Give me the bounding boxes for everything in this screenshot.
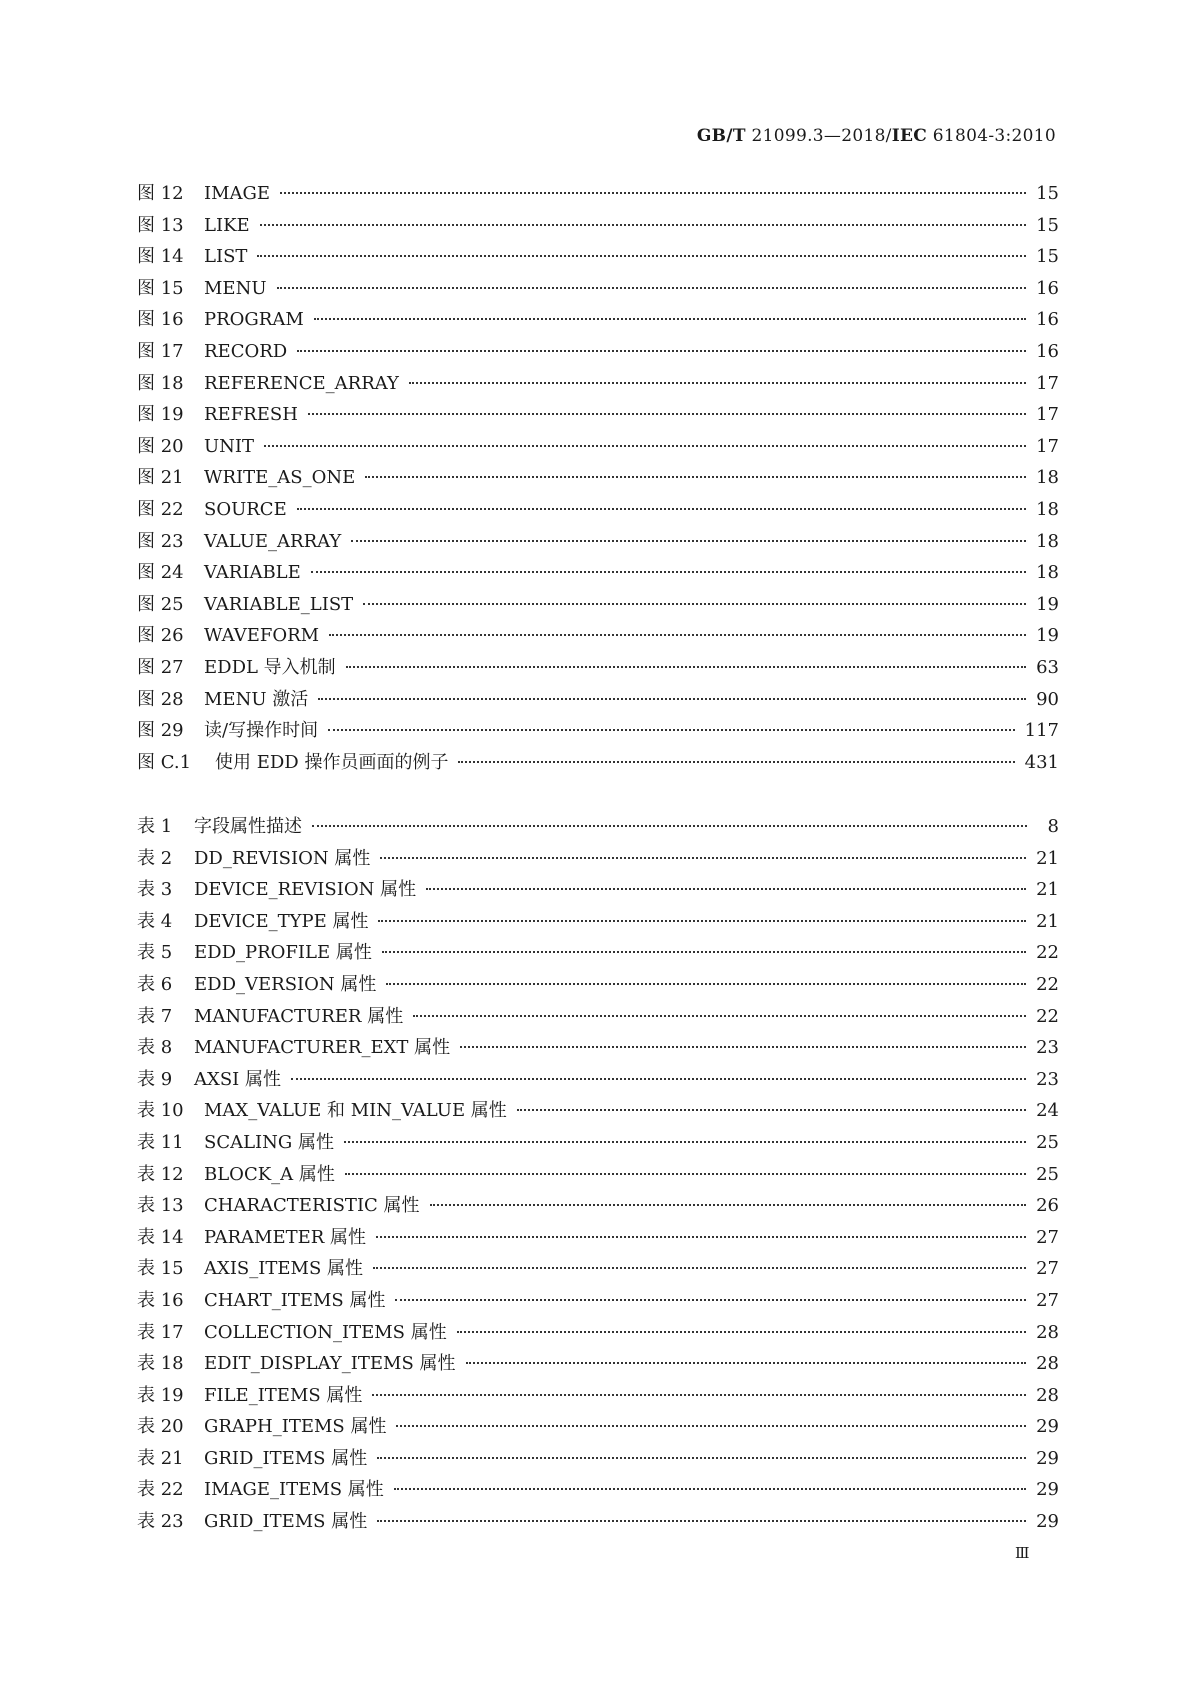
table-page-number: 22 (1036, 973, 1059, 995)
figure-label: 图 22 (137, 498, 184, 520)
figure-entry[interactable] (137, 242, 1059, 274)
dot-leader (346, 666, 1026, 668)
figure-label: 图 16 (137, 309, 184, 331)
figure-entry[interactable] (137, 337, 1059, 369)
table-entry[interactable] (137, 1318, 1059, 1350)
table-entry[interactable] (137, 1128, 1059, 1160)
table-title: SCALING 属性 (204, 1131, 335, 1153)
table-title: MAX_VALUE 和 MIN_VALUE 属性 (204, 1100, 507, 1122)
figure-entry[interactable] (137, 558, 1059, 590)
table-page-number: 26 (1036, 1195, 1059, 1217)
table-entry[interactable] (137, 1412, 1059, 1444)
table-entry[interactable] (137, 1507, 1059, 1539)
figure-label: 图 14 (137, 246, 184, 268)
table-label: 表 10 (137, 1100, 184, 1122)
figure-page-number: 19 (1036, 625, 1059, 647)
table-page-number: 27 (1036, 1258, 1059, 1280)
table-title: DEVICE_REVISION 属性 (194, 879, 417, 901)
table-page-number: 27 (1036, 1226, 1059, 1248)
figure-label: 图 13 (137, 214, 184, 236)
table-title: GRAPH_ITEMS 属性 (204, 1416, 387, 1438)
table-entry[interactable] (137, 1033, 1059, 1065)
figure-title: EDDL 导入机制 (204, 656, 336, 678)
table-entry[interactable] (137, 938, 1059, 970)
dot-leader (351, 540, 1026, 542)
figure-page-number: 18 (1036, 467, 1059, 489)
dot-leader (257, 255, 1026, 257)
figure-title: UNIT (204, 435, 255, 457)
standard-prefix: GB/T (696, 126, 746, 146)
figure-title: LIKE (204, 214, 250, 236)
document-header (697, 126, 1056, 146)
dot-leader (377, 1457, 1026, 1459)
table-label: 表 12 (137, 1163, 184, 1185)
figure-entry[interactable] (137, 432, 1059, 464)
table-page-number: 25 (1036, 1131, 1059, 1153)
figure-page-number: 16 (1036, 340, 1059, 362)
table-label: 表 6 (137, 973, 173, 995)
figure-page-number: 117 (1024, 720, 1059, 742)
table-page-number: 22 (1036, 942, 1059, 964)
table-title: CHART_ITEMS 属性 (204, 1289, 386, 1311)
dot-leader (328, 729, 1015, 731)
table-page-number: 21 (1036, 910, 1059, 932)
table-title: AXIS_ITEMS 属性 (204, 1258, 363, 1280)
figure-entry[interactable] (137, 590, 1059, 622)
table-label: 表 15 (137, 1258, 184, 1280)
table-title: MANUFACTURER_EXT 属性 (194, 1037, 451, 1059)
dot-leader (345, 1173, 1026, 1175)
figure-label: 图 17 (137, 340, 184, 362)
dot-leader (396, 1425, 1026, 1427)
table-label: 表 5 (137, 942, 173, 964)
dot-leader (377, 1520, 1026, 1522)
figure-entry[interactable] (137, 211, 1059, 243)
table-title: DD_REVISION 属性 (194, 847, 371, 869)
figure-entry[interactable] (137, 748, 1059, 780)
table-page-number: 22 (1036, 1005, 1059, 1027)
table-title: EDIT_DISPLAY_ITEMS 属性 (204, 1353, 456, 1375)
figures-toc (137, 179, 1059, 779)
iec-prefix: IEC (891, 126, 928, 146)
table-label: 表 2 (137, 847, 173, 869)
table-entry[interactable] (137, 1475, 1059, 1507)
dot-leader (308, 413, 1026, 415)
dot-leader (264, 445, 1026, 447)
dot-leader (378, 920, 1026, 922)
figure-title: SOURCE (204, 498, 287, 520)
dot-leader (395, 1299, 1026, 1301)
table-page-number: 29 (1036, 1479, 1059, 1501)
table-page-number: 25 (1036, 1163, 1059, 1185)
dot-leader (426, 888, 1026, 890)
dot-leader (363, 603, 1026, 605)
dot-leader (430, 1204, 1027, 1206)
table-title: GRID_ITEMS 属性 (204, 1447, 368, 1469)
table-label: 表 14 (137, 1226, 184, 1248)
table-label: 表 7 (137, 1005, 173, 1027)
dot-leader (314, 318, 1026, 320)
dot-leader (260, 224, 1026, 226)
dot-leader (376, 1236, 1026, 1238)
table-title: EDD_VERSION 属性 (194, 973, 377, 995)
table-label: 表 4 (137, 910, 173, 932)
figure-label: 图 24 (137, 562, 184, 584)
table-entry[interactable] (137, 812, 1059, 844)
figure-entry[interactable] (137, 369, 1059, 401)
dot-leader (458, 761, 1014, 763)
table-entry[interactable] (137, 875, 1059, 907)
figure-page-number: 431 (1024, 751, 1059, 773)
figure-title: MENU (204, 277, 267, 299)
figure-page-number: 18 (1036, 562, 1059, 584)
table-label: 表 1 (137, 816, 173, 837)
table-label: 表 3 (137, 879, 173, 901)
figure-title: REFERENCE_ARRAY (204, 372, 399, 394)
figure-page-number: 15 (1036, 246, 1059, 268)
figure-label: 图 19 (137, 404, 184, 426)
figure-page-number: 90 (1036, 688, 1059, 710)
figure-page-number: 18 (1036, 498, 1059, 520)
figure-page-number: 16 (1036, 277, 1059, 299)
dot-leader (318, 698, 1026, 700)
table-page-number: 29 (1036, 1447, 1059, 1469)
dot-leader (373, 1267, 1026, 1269)
dot-leader (457, 1331, 1026, 1333)
table-label: 表 18 (137, 1353, 184, 1375)
figure-label: 图 27 (137, 656, 184, 678)
table-entry[interactable] (137, 1065, 1059, 1097)
figure-page-number: 15 (1036, 183, 1059, 204)
dot-leader (386, 983, 1026, 985)
figure-page-number: 63 (1036, 656, 1059, 678)
table-entry[interactable] (137, 1002, 1059, 1034)
figure-entry[interactable] (137, 179, 1059, 211)
figure-title: VARIABLE (204, 562, 301, 584)
figure-label: 图 18 (137, 372, 184, 394)
table-entry[interactable] (137, 1286, 1059, 1318)
table-entry[interactable] (137, 1160, 1059, 1192)
figure-title: LIST (204, 246, 248, 268)
dot-leader (460, 1046, 1026, 1048)
page-number: Ⅲ (1015, 1544, 1030, 1562)
dot-leader (365, 476, 1026, 478)
table-title: BLOCK_A 属性 (204, 1163, 335, 1185)
dot-leader (277, 287, 1027, 289)
figure-page-number: 17 (1036, 404, 1059, 426)
table-entry[interactable] (137, 907, 1059, 939)
figure-label: 图 28 (137, 688, 184, 710)
figure-label: 图 C.1 (137, 751, 192, 773)
dot-leader (280, 192, 1026, 194)
figure-entry[interactable] (137, 400, 1059, 432)
table-page-number: 21 (1036, 879, 1059, 901)
table-entry[interactable] (137, 1349, 1059, 1381)
table-entry[interactable] (137, 1381, 1059, 1413)
figure-title: VALUE_ARRAY (204, 530, 342, 552)
table-label: 表 16 (137, 1289, 184, 1311)
figure-title: WAVEFORM (204, 625, 320, 647)
figure-entry[interactable] (137, 653, 1059, 685)
figure-entry[interactable] (137, 495, 1059, 527)
figure-entry[interactable] (137, 716, 1059, 748)
table-label: 表 11 (137, 1131, 184, 1153)
table-page-number: 8 (1047, 816, 1059, 837)
table-page-number: 27 (1036, 1289, 1059, 1311)
dot-leader (517, 1109, 1026, 1111)
figure-page-number: 19 (1036, 593, 1059, 615)
dot-leader (344, 1141, 1026, 1143)
figure-page-number: 17 (1036, 372, 1059, 394)
table-label: 表 21 (137, 1447, 184, 1469)
table-title: COLLECTION_ITEMS 属性 (204, 1321, 447, 1343)
figure-entry[interactable] (137, 305, 1059, 337)
table-page-number: 24 (1036, 1100, 1059, 1122)
figure-label: 图 29 (137, 720, 184, 742)
table-title: PARAMETER 属性 (204, 1226, 366, 1248)
dot-leader (409, 382, 1026, 384)
figure-title: RECORD (204, 340, 288, 362)
figure-label: 图 25 (137, 593, 184, 615)
table-entry[interactable] (137, 1191, 1059, 1223)
table-label: 表 20 (137, 1416, 184, 1438)
figure-entry[interactable] (137, 274, 1059, 306)
figure-page-number: 17 (1036, 435, 1059, 457)
dot-leader (311, 571, 1026, 573)
figure-title: MENU 激活 (204, 688, 309, 710)
figure-title: PROGRAM (204, 309, 304, 331)
figure-page-number: 16 (1036, 309, 1059, 331)
table-entry[interactable] (137, 844, 1059, 876)
table-page-number: 21 (1036, 847, 1059, 869)
table-entry[interactable] (137, 1254, 1059, 1286)
figure-page-number: 18 (1036, 530, 1059, 552)
table-title: 字段属性描述 (194, 816, 302, 837)
table-entry[interactable] (137, 1444, 1059, 1476)
table-title: DEVICE_TYPE 属性 (194, 910, 369, 932)
table-entry[interactable] (137, 1096, 1059, 1128)
table-entry[interactable] (137, 1223, 1059, 1255)
dot-leader (329, 634, 1026, 636)
dot-leader (372, 1394, 1026, 1396)
table-page-number: 23 (1036, 1068, 1059, 1090)
table-page-number: 29 (1036, 1416, 1059, 1438)
table-label: 表 22 (137, 1479, 184, 1501)
table-label: 表 13 (137, 1195, 184, 1217)
table-entry[interactable] (137, 970, 1059, 1002)
dot-leader (380, 857, 1026, 859)
figure-title: IMAGE (204, 183, 271, 204)
table-label: 表 9 (137, 1068, 173, 1090)
figure-entry[interactable] (137, 621, 1059, 653)
table-title: IMAGE_ITEMS 属性 (204, 1479, 384, 1501)
dot-leader (382, 951, 1026, 953)
figure-label: 图 15 (137, 277, 184, 299)
table-title: CHARACTERISTIC 属性 (204, 1195, 420, 1217)
table-label: 表 19 (137, 1384, 184, 1406)
dot-leader (312, 825, 1027, 827)
iec-number: 61804-3:2010 (927, 126, 1056, 146)
table-page-number: 29 (1036, 1511, 1059, 1533)
table-page-number: 28 (1036, 1321, 1059, 1343)
figure-label: 图 23 (137, 530, 184, 552)
figure-page-number: 15 (1036, 214, 1059, 236)
tables-toc (137, 812, 1059, 1539)
table-page-number: 28 (1036, 1384, 1059, 1406)
table-label: 表 8 (137, 1037, 173, 1059)
standard-number: 21099.3—2018/ (745, 126, 892, 146)
dot-leader (466, 1362, 1027, 1364)
figure-title: WRITE_AS_ONE (204, 467, 356, 489)
figure-entry[interactable] (137, 685, 1059, 717)
table-title: FILE_ITEMS 属性 (204, 1384, 363, 1406)
table-title: MANUFACTURER 属性 (194, 1005, 404, 1027)
dot-leader (291, 1078, 1026, 1080)
table-title: AXSI 属性 (194, 1068, 281, 1090)
figure-label: 图 12 (137, 183, 184, 204)
table-page-number: 23 (1036, 1037, 1059, 1059)
figure-label: 图 21 (137, 467, 184, 489)
table-label: 表 23 (137, 1511, 184, 1533)
figure-label: 图 26 (137, 625, 184, 647)
table-title: EDD_PROFILE 属性 (194, 942, 372, 964)
table-page-number: 28 (1036, 1353, 1059, 1375)
table-title: GRID_ITEMS 属性 (204, 1511, 368, 1533)
figure-title: VARIABLE_LIST (204, 593, 354, 615)
table-label: 表 17 (137, 1321, 184, 1343)
figure-title: 读/写操作时间 (204, 720, 319, 742)
figure-label: 图 20 (137, 435, 184, 457)
figure-entry[interactable] (137, 463, 1059, 495)
figure-title: REFRESH (204, 404, 298, 426)
dot-leader (413, 1015, 1026, 1017)
dot-leader (297, 508, 1026, 510)
figure-title: 使用 EDD 操作员画面的例子 (215, 751, 449, 773)
figure-entry[interactable] (137, 527, 1059, 559)
dot-leader (297, 350, 1026, 352)
dot-leader (394, 1488, 1026, 1490)
